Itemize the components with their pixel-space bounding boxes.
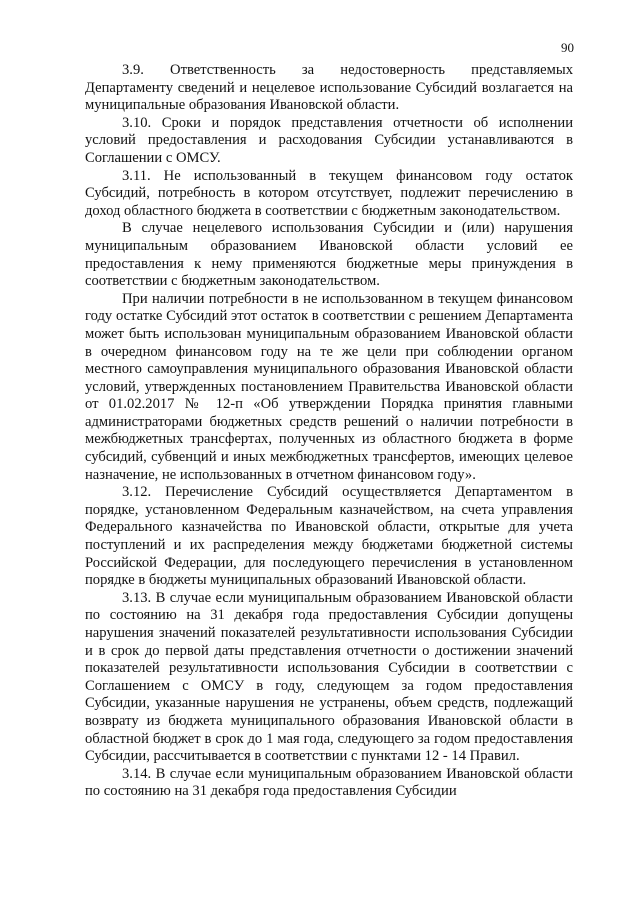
paragraph-remaining-balance: При наличии потребности в не использованном в текущем финансовом году остатке Субсидий этот остаток в соответствии с решением Департамента может быть использован муниципальным образованием Ивановской области в очередном финансовом году на те же цели при соблюдении органом местного самоуправления муниципального образования Ивановской области условий, утвержденных постановлением Правительства Ивановской области от 01.02.2017 № 12-п «Об утверждении Порядка принятия главными администраторами бюджетных средств решений о наличии потребности в межбюджетных трансфертах, полученных из областного бюджета в форме субсидий, субвенций и иных межбюджетных трансфертов, имеющих целевое назначение, не использованных в отчетном финансовом году».	[85, 290, 573, 483]
paragraph-3-11: 3.11. Не использованный в текущем финансовом году остаток Субсидий, потребность в котором отсутствует, подлежит перечислению в доход областного бюджета в соответствии с бюджетным законодательством.	[85, 167, 573, 219]
paragraph-misuse: В случае нецелевого использования Субсидии и (или) нарушения муниципальным образованием Ивановской области условий ее предоставления к нему применяются бюджетные меры принуждения в соответствии с бюджетным законодательством.	[85, 220, 573, 290]
paragraph-3-10: 3.10. Сроки и порядок представления отчетности об исполнении условий предоставления и расходования Субсидии устанавливаются в Соглашении с ОМСУ.	[85, 114, 573, 166]
page-number: 90	[561, 40, 574, 55]
paragraph-3-9: 3.9. Ответственность за недостоверность представляемых Департаменту сведений и нецелевое использование Субсидий возлагается на муниципальные образования Ивановской области.	[85, 62, 573, 114]
paragraph-3-12: 3.12. Перечисление Субсидий осуществляется Департаментом в порядке, установленном Федеральным казначейством, на счета управления Федерального казначейства по Ивановской области, открытые для учета поступлений и их распределения между бюджетами бюджетной системы Российской Федерации, для последующего перечисления в установленном порядке в бюджеты муниципальных образований Ивановской области.	[85, 484, 573, 589]
paragraph-3-13: 3.13. В случае если муниципальным образованием Ивановской области по состоянию на 31 декабря года предоставления Субсидии допущены нарушения значений показателей результативности использования Субсидии и в срок до первой даты представления отчетности о достижении значений показателей результативности использования Субсидии в соответствии с Соглашением с ОМСУ в году, следующем за годом предоставления Субсидии, указанные нарушения не устранены, объем средств, подлежащий возврату из бюджета муниципального образования Ивановской области в областной бюджет в срок до 1 мая года, следующего за годом предоставления Субсидии, рассчитывается в соответствии с пунктами 12 - 14 Правил.	[85, 589, 573, 765]
paragraph-3-14: 3.14. В случае если муниципальным образованием Ивановской области по состоянию на 31 декабря года предоставления Субсидии	[85, 765, 573, 800]
body-text	[85, 62, 573, 801]
